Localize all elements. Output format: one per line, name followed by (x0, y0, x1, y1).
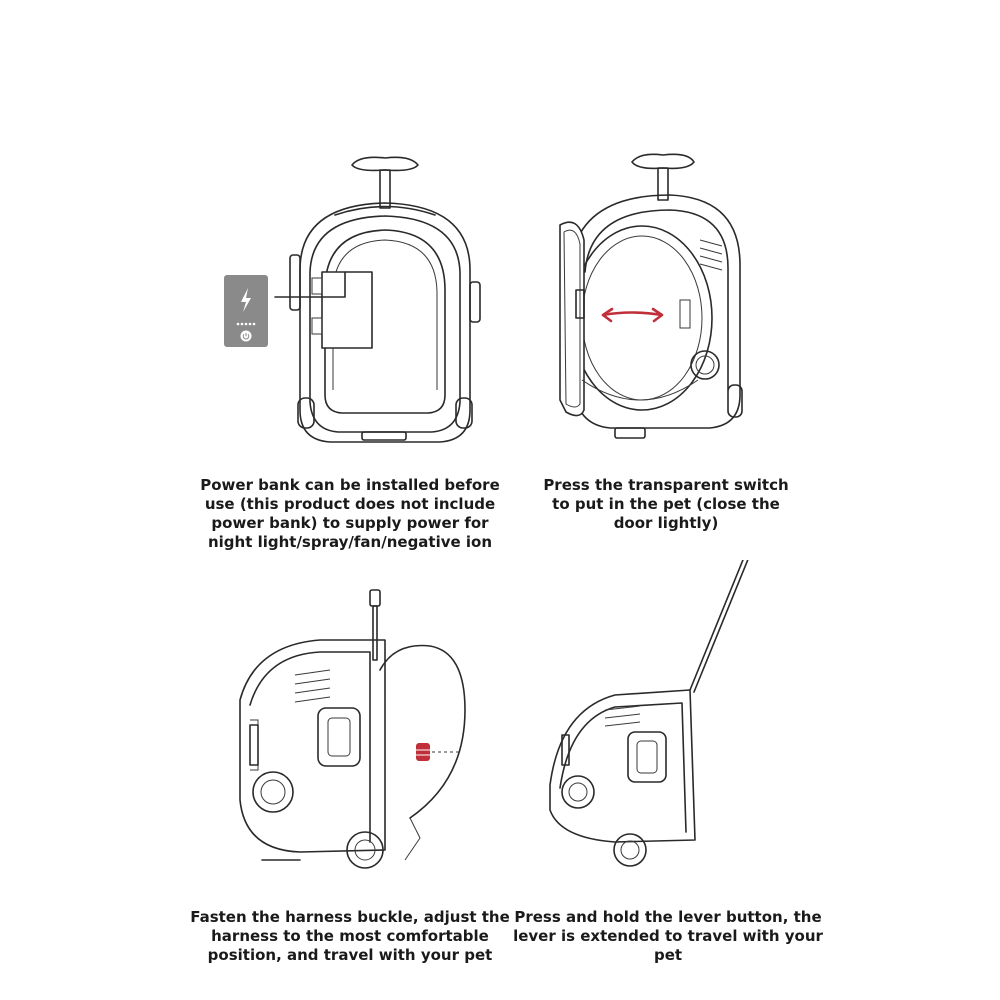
panel-lever-extended (500, 560, 1000, 1000)
carrier-harness-illustration (0, 560, 500, 900)
caption-line: pet (653, 946, 683, 964)
caption-line: Fasten the harness buckle, adjust the (190, 908, 510, 926)
caption-transparent-switch (516, 476, 816, 533)
caption-power-bank (180, 476, 520, 552)
caption-line: lever is extended to travel with your (513, 927, 823, 945)
caption-line: position, and travel with your pet (207, 946, 493, 964)
caption-line: door lightly) (613, 514, 719, 532)
carrier-open-door-illustration (500, 0, 1000, 470)
carrier-lever-illustration (500, 560, 1000, 900)
caption-line: to put in the pet (close the (552, 495, 780, 513)
power-button-icon (240, 330, 252, 342)
caption-line: harness to the most comfortable (211, 927, 489, 945)
caption-line: night light/spray/fan/negative ion (207, 533, 493, 551)
caption-line: use (this product does not include (204, 495, 496, 513)
panel-transparent-switch (500, 0, 1000, 560)
caption-lever-extended (500, 908, 836, 965)
panel-power-bank (0, 0, 500, 560)
caption-line: Press the transparent switch (543, 476, 789, 494)
caption-line: Press and hold the lever button, the (514, 908, 822, 926)
caption-line: Power bank can be installed before (200, 476, 500, 494)
caption-harness-buckle (168, 908, 532, 965)
power-bank-device (224, 275, 268, 347)
carrier-front-illustration (0, 0, 500, 470)
caption-line: power bank) to supply power for (211, 514, 489, 532)
panel-harness-buckle (0, 560, 510, 1000)
